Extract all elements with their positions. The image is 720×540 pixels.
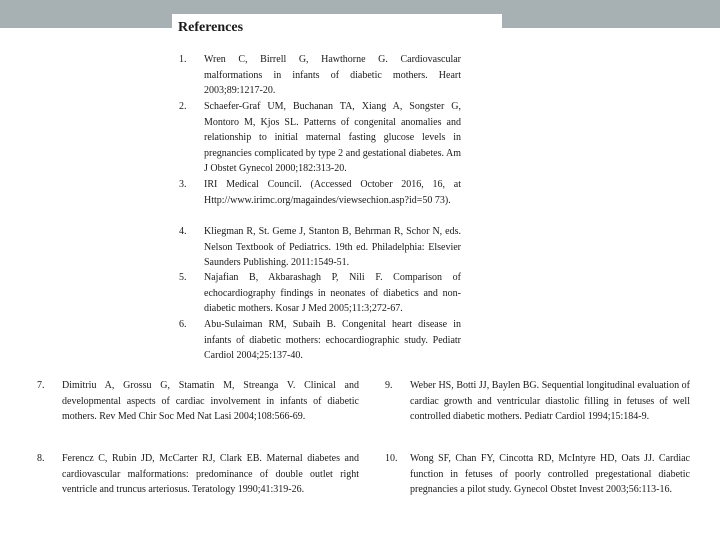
reference-item-3 [179,177,461,208]
reference-number: 3. [179,179,187,190]
reference-number: 8. [37,453,45,464]
reference-text: Weber HS, Botti JJ, Baylen BG. Sequential longitudinal evaluation of cardiac growth and ventricular diastolic filling in fetuses of well controlled diabetic mothers. Pediatr Cardiol 1994;15:184-9. [410,380,690,422]
references-heading: References [178,20,244,35]
reference-text: Schaefer-Graf UM, Buchanan TA, Xiang A, Songster G, Montoro M, Kjos SL. Patterns of congenital anomalies and relationship to initial maternal fasting glucose levels in pregnancies complicated by type 2 and gestational diabetes. Am J Obstet Gynecol 2000;182:313-20. [204,101,461,174]
reference-text: Wren C, Birrell G, Hawthorne G. Cardiovascular malformations in infants of diabetic mothers. Heart 2003;89:1217-20. [204,54,461,96]
reference-text: IRI Medical Council. (Accessed October 2016, 16, at Http://www.irimc.org/magaindes/viewsechion.asp?id=50 73). [204,179,461,206]
reference-number: 4. [179,226,187,237]
reference-text: Kliegman R, St. Geme J, Stanton B, Behrman R, Schor N, eds. Nelson Textbook of Pediatrics. 19th ed. Philadelphia: Elsevier Saunders Publishing. 2011:1549-51. [204,226,461,268]
reference-number: 9. [385,380,393,391]
reference-text: Wong SF, Chan FY, Cincotta RD, McIntyre HD, Oats JJ. Cardiac function in fetuses of poorly controlled pregestational diabetic pregnancies a pilot study. Gynecol Obstet Invest 2003;56:113-16. [410,453,690,495]
reference-item-8 [37,451,359,498]
reference-text: Abu-Sulaiman RM, Subaih B. Congenital heart disease in infants of diabetic mothers: echocardiographic study. Pediatr Cardiol 2004;25:137-40. [204,319,461,361]
reference-item-5 [179,270,461,317]
reference-number: 10. [385,453,398,464]
reference-text: Dimitriu A, Grossu G, Stamatin M, Streanga V. Clinical and developmental aspects of cardiac involvement in infants of diabetic mothers. Rev Med Chir Soc Med Nat Lasi 2004;108:566-69. [62,380,359,422]
reference-item-10 [385,451,690,498]
reference-item-7 [37,378,359,425]
reference-number: 5. [179,272,187,283]
reference-text: Ferencz C, Rubin JD, McCarter RJ, Clark EB. Maternal diabetes and cardiovascular malformations: predominance of double outlet right ventricle and truncus arteriosus. Teratology 1990;41:319-26. [62,453,359,495]
reference-text: Najafian B, Akbarashagh P, Nili F. Comparison of echocardiography findings in neonates of diabetics and non-diabetic mothers. Kosar J Med 2005;11:3;272-67. [204,272,461,314]
reference-number: 6. [179,319,187,330]
reference-number: 1. [179,54,187,65]
reference-item-9 [385,378,690,425]
reference-number: 7. [37,380,45,391]
reference-item-1 [179,52,461,99]
reference-item-6 [179,317,461,364]
reference-item-2 [179,99,461,177]
reference-number: 2. [179,101,187,112]
reference-item-4 [179,224,461,271]
